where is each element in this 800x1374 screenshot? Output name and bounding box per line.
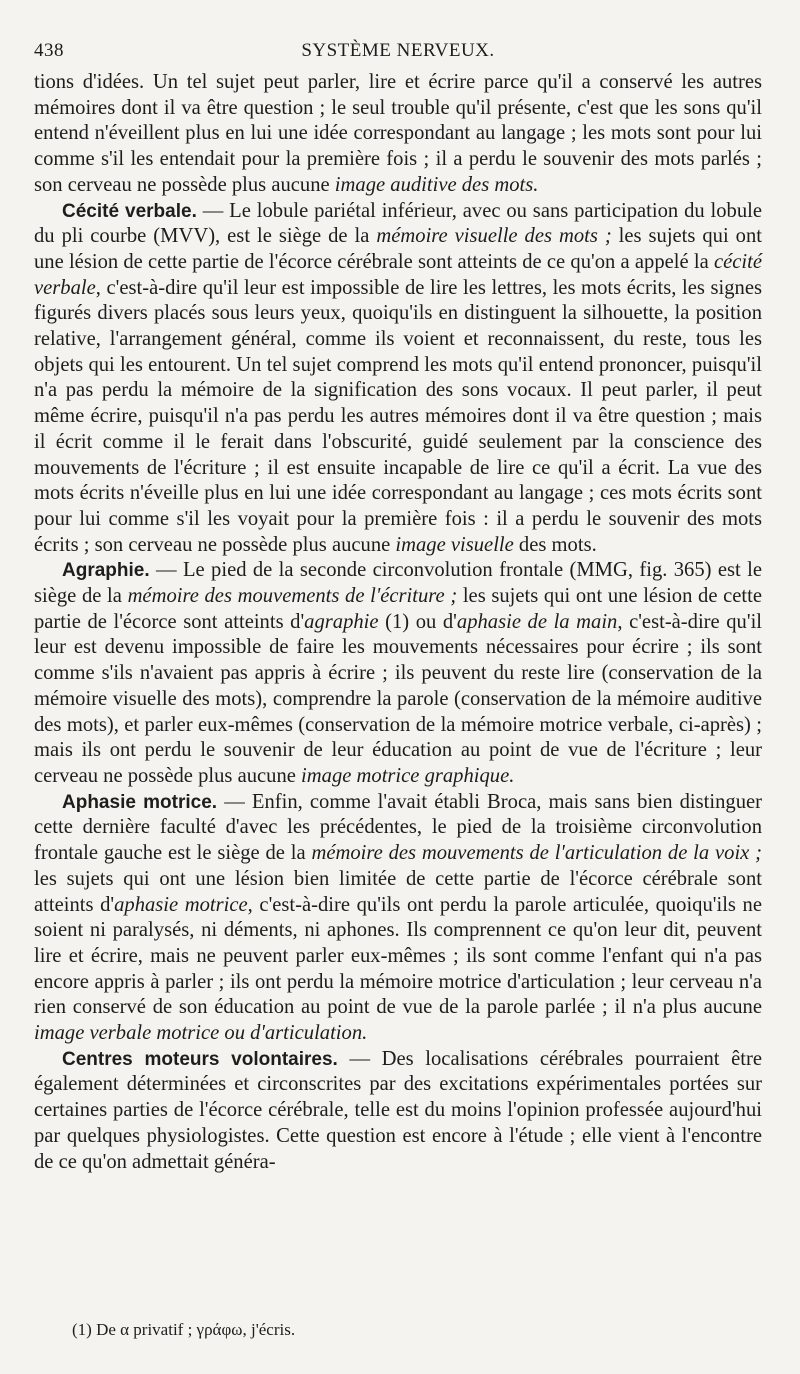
text-run: , c'est-à-dire qu'il leur est devenu impossible de faire les mouvements nécessaires pour écrire ; ils sont comme s'ils n'avaient pas appris à écrire ; ils peuvent du reste lire (conservation de la mémoire visuelle des mots), comprendre la parole (conservation de la mémoire auditive des mots), et parler eux-mêmes (conservation de la mémoire motrice verbale, ci-après) ; mais ils ont perdu le souvenir de leur éducation au point de vue de l'écriture ; leur cerveau ne possède plus aucune: [34, 610, 763, 787]
text-run: — Le pied de la seconde circonvolution frontale (MMG, fig. 365) est le siège de la: [34, 559, 762, 608]
italic-term: image visuelle: [395, 533, 514, 556]
italic-term: mémoire visuelle des mots ;: [376, 225, 612, 248]
paragraph-continuation: [34, 70, 762, 199]
text-run: — Le lobule pariétal inférieur, avec ou sans participation du lobule du pli courbe (MVV), est le siège de la: [34, 199, 762, 248]
section-heading: Centres moteurs volontaires.: [62, 1048, 338, 1070]
text-run: des mots.: [513, 533, 597, 556]
text-run: tions d'idées. Un tel sujet peut parler, lire et écrire parce qu'il a conservé les autres mémoires dont il va être question ; le seul trouble qu'il présente, c'est que les sons qu'il entend n'éveillent plus en lui une idée correspondant au langage ; les mots sont pour lui comme s'il les entendait pour la première fois ; il a perdu le souvenir des mots parlés ; son cerveau ne possède plus aucune: [34, 71, 762, 196]
text-run: — Enfin, comme l'avait établi Broca, mais sans bien distinguer cette dernière faculté d'avec les précédentes, le pied de la troisième circonvolution frontale gauche est le siège de la: [34, 790, 763, 865]
italic-term: image auditive des mots.: [334, 173, 539, 196]
section-heading: Aphasie motrice.: [62, 791, 218, 813]
italic-term: aphasie de la main: [456, 610, 618, 633]
section-heading: Agraphie.: [62, 560, 150, 582]
italic-term: aphasie motrice: [114, 893, 248, 916]
text-run: les sujets qui ont une lésion de cette partie de l'écorce cérébrale sont atteints de ce qu'on a appelé la: [34, 225, 762, 273]
footnote: (1) De α privatif ; γράφω, j'écris.: [72, 1320, 296, 1339]
page-header: [34, 36, 762, 70]
italic-term: mémoire des mouvements de l'articulation de la voix ;: [311, 842, 762, 865]
italic-term: image motrice graphique.: [301, 764, 515, 787]
page-number: 438: [34, 40, 64, 61]
section-heading: Cécité verbale.: [62, 200, 197, 222]
paragraph-cecite-verbale: [34, 199, 762, 559]
text-run: — Des localisations cérébrales pourraient être également déterminées et circonscrites par des excitations expérimentales portées sur certaines parties de l'écorce cérébrale, telle est du moins l'opinion professée aujourd'hui par quelques physiologistes. Cette question est encore à l'étude ; elle vient à l'encontre de ce qu'on admettait généra-: [34, 1047, 762, 1173]
paragraph-centres-moteurs: [34, 1047, 762, 1176]
text-run: , c'est-à-dire qu'ils ont perdu la parole articulée, quoiqu'ils ne soient ni paralysés, ni déments, ni aphones. Ils comprennent ce qu'on leur dit, peuvent lire et écrire, mais ne peuvent parler eux-mêmes ; ils sont comme l'enfant qui n'a pas encore appris à parler ; ils ont perdu la mémoire motrice d'articulation ; leur cerveau n'a rien conservé de son éducation au point de vue de la parole parlée ; il n'a plus aucune: [34, 893, 762, 1019]
italic-term: image verbale motrice ou d'articulation.: [34, 1022, 368, 1045]
text-run: (1) ou d': [378, 610, 457, 633]
text-run: les sujets qui ont une lésion bien limitée de cette partie de l'écorce cérébrale sont atteints d': [34, 867, 762, 916]
paragraph-agraphie: [34, 558, 762, 789]
italic-term: mémoire des mouvements de l'écriture ;: [127, 585, 458, 608]
text-run: , c'est-à-dire qu'il leur est impossible de lire les lettres, les mots écrits, les signes figurés divers placés sous leurs yeux, quoiqu'ils en distinguent la silhouette, la position relative, l'arrangement général, comme ils voient et reconnaissent, du reste, tous les objets qui les entourent. Un tel sujet comprend les mots qu'il entend prononcer, puisqu'il n'a pas perdu la mémoire de la signification des sons vocaux. Il peut parler, il peut même écrire, puisqu'il n'a pas perdu les autres mémoires dont il va être question ; mais il écrit comme il le ferait dans l'obscurité, guidé seulement par la conscience des mouvements de l'écriture ; il est ensuite incapable de lire ce qu'il a écrit. La vue des mots écrits n'éveille plus en lui une idée correspondant au langage ; ces mots écrits sont pour lui comme s'il les voyait pour la première fois : il a perdu le souvenir des mots écrits ; son cerveau ne possède plus aucune: [34, 276, 762, 556]
paragraph-aphasie-motrice: [34, 790, 762, 1047]
text-run: les sujets qui ont une lésion de cette partie de l'écorce sont atteints d': [34, 585, 762, 633]
italic-term: cécité verbale: [34, 250, 762, 299]
italic-term: agraphie: [304, 610, 379, 633]
running-title: SYSTÈME NERVEUX.: [301, 40, 495, 61]
body-text: [34, 70, 762, 1175]
